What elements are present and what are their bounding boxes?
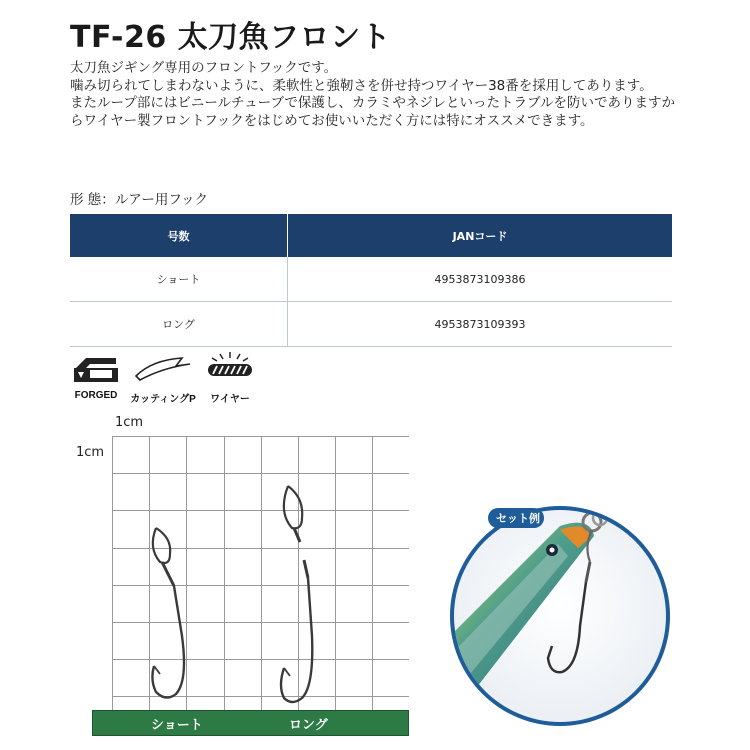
forged-label: FORGED <box>74 390 118 401</box>
cutting-point-icon <box>132 350 194 384</box>
long-hook <box>281 486 312 702</box>
forged-feature <box>68 350 124 401</box>
table-row <box>70 257 672 302</box>
wire-label: ワイヤー <box>210 394 250 405</box>
cell-size: ロング <box>70 302 288 347</box>
wire-icon <box>204 350 256 384</box>
hook-legend <box>92 710 409 736</box>
short-hook <box>152 528 184 698</box>
forged-icon <box>70 350 122 384</box>
cell-jan: 4953873109393 <box>288 302 673 347</box>
legend-short: ショート <box>151 718 203 733</box>
header-jan: JANコード <box>288 214 673 257</box>
scale-grid <box>112 436 410 712</box>
wire-feature <box>202 350 258 405</box>
cutting-point-label: カッティングP <box>130 394 196 405</box>
description-line: 太刀魚ジギング専用のフロントフックです。 <box>70 60 338 76</box>
legend-long: ロング <box>289 718 328 733</box>
feature-icons <box>68 350 268 405</box>
form-label: 形 態：ルアー用フック <box>70 192 208 208</box>
grid-x-unit: 1cm <box>115 415 144 430</box>
set-example-badge: セット例 <box>496 512 540 525</box>
cell-jan: 4953873109386 <box>288 257 673 302</box>
header-size: 号数 <box>70 214 288 257</box>
cutting-point-feature <box>130 350 196 405</box>
grid-y-unit: 1cm <box>76 445 105 460</box>
set-example-photo <box>440 496 680 736</box>
page-title: TF-26 太刀魚フロント <box>70 20 392 55</box>
cell-size: ショート <box>70 257 288 302</box>
product-description <box>70 60 680 130</box>
table-row <box>70 302 672 347</box>
description-line: 噛み切られてしまわないように、柔軟性と強靭さを併せ持つワイヤー38番を採用してあります。 <box>70 77 653 94</box>
table-header-row <box>70 214 672 257</box>
description-line: またループ部にはビニールチューブで保護し、カラミやネジレといったトラブルを防いでありますからワイヤー製フロントフックをはじめてお使いいただく方には特にオススメできます。 <box>70 95 676 129</box>
spec-table <box>70 214 672 347</box>
